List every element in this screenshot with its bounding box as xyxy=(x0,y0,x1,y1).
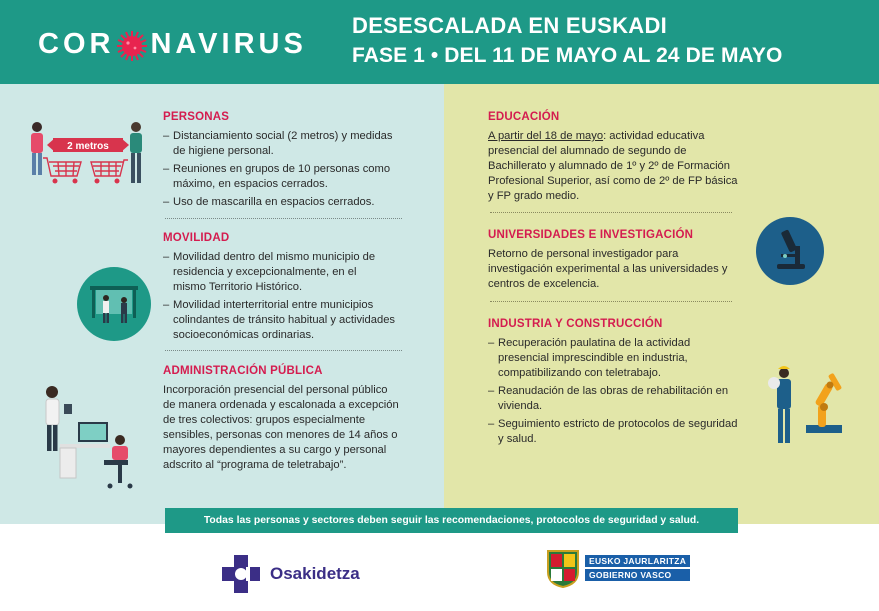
logo-text-left: COR xyxy=(38,28,115,60)
list-item: – Recuperación paulatina de la actividad presencial imprescindible en industria, compatibilizando con teletrabajo. xyxy=(488,336,738,381)
coronavirus-logo xyxy=(38,28,307,61)
industria-section xyxy=(488,317,738,450)
basque-shield-icon xyxy=(545,548,581,588)
divider xyxy=(490,301,732,302)
list-item: – Distanciamiento social (2 metros) y medidas de higiene personal. xyxy=(163,129,403,159)
gv-label-basque: EUSKO JAURLARITZA xyxy=(585,555,690,567)
distance-label: 2 metros xyxy=(67,141,109,152)
page-subtitle: FASE 1 • DEL 11 DE MAYO AL 24 DE MAYO xyxy=(352,44,783,67)
divider xyxy=(165,350,402,351)
administracion-section xyxy=(163,364,403,473)
shopping-people-icon xyxy=(25,118,150,196)
gobierno-vasco-logo xyxy=(545,548,690,588)
personas-heading: PERSONAS xyxy=(163,111,230,123)
administracion-text: Incorporación presencial del personal público de manera ordenada y escalonada a excepción de tres colectivos: grupos especialmente sensibles, personas con menores de 14 años o mayores dependientes a su cargo y personal adscrito al “programa de teletrabajo”. xyxy=(163,384,399,471)
divider xyxy=(165,218,402,219)
educacion-section xyxy=(488,110,738,204)
header-banner xyxy=(0,0,879,84)
list-item: – Reuniones en grupos de 10 personas como máximo, en espacios cerrados. xyxy=(163,162,403,192)
list-item: – Movilidad dentro del mismo municipio de residencia y excepcionalmente, en el mismo Territorio Histórico. xyxy=(163,250,388,295)
microscope-icon xyxy=(755,216,825,286)
gv-label-spanish: GOBIERNO VASCO xyxy=(585,569,690,581)
logo-text-right: NAVIRUS xyxy=(150,28,307,60)
educacion-date: A partir del 18 de mayo xyxy=(488,130,604,142)
osakidetza-cross-icon xyxy=(220,553,262,595)
administracion-heading: ADMINISTRACIÓN PÚBLICA xyxy=(163,365,323,377)
universidades-heading: UNIVERSIDADES E INVESTIGACIÓN xyxy=(488,229,694,241)
educacion-text xyxy=(488,129,738,204)
movilidad-section xyxy=(163,231,408,346)
bus-stop-icon xyxy=(76,266,152,342)
universidades-section xyxy=(488,228,733,292)
industria-heading: INDUSTRIA Y CONSTRUCCIÓN xyxy=(488,318,663,330)
personas-section xyxy=(163,110,403,213)
list-item: – Reanudación de las obras de rehabilitación en vivienda. xyxy=(488,384,738,414)
virus-icon xyxy=(116,30,148,62)
industry-worker-icon xyxy=(762,355,862,455)
list-item: – Uso de mascarilla en espacios cerrados. xyxy=(163,195,403,210)
office-workers-icon xyxy=(38,382,138,494)
universidades-text: Retorno de personal investigador para investigación experimental a las universidades y centros de excelencia. xyxy=(488,248,728,290)
divider xyxy=(490,212,732,213)
osakidetza-label: Osakidetza xyxy=(270,564,360,583)
recommendations-banner: Todas las personas y sectores deben seguir las recomendaciones, protocolos de seguridad y salud. xyxy=(165,508,738,533)
page-title: DESESCALADA EN EUSKADI xyxy=(352,13,668,38)
list-item: – Movilidad interterritorial entre municipios colindantes de tránsito habitual y actividades socioeconómicas ordinarias. xyxy=(163,298,401,343)
list-item: – Seguimiento estricto de protocolos de seguridad y salud. xyxy=(488,417,738,447)
movilidad-heading: MOVILIDAD xyxy=(163,232,230,244)
osakidetza-logo xyxy=(220,553,360,595)
educacion-body: : actividad educativa presencial del alumnado de segundo de Bachillerato y alumnado de 1º y 2º de Formación Profesional Superior, así como de 2º de FP básica y FP grado medio. xyxy=(488,130,738,202)
educacion-heading: EDUCACIÓN xyxy=(488,111,560,123)
